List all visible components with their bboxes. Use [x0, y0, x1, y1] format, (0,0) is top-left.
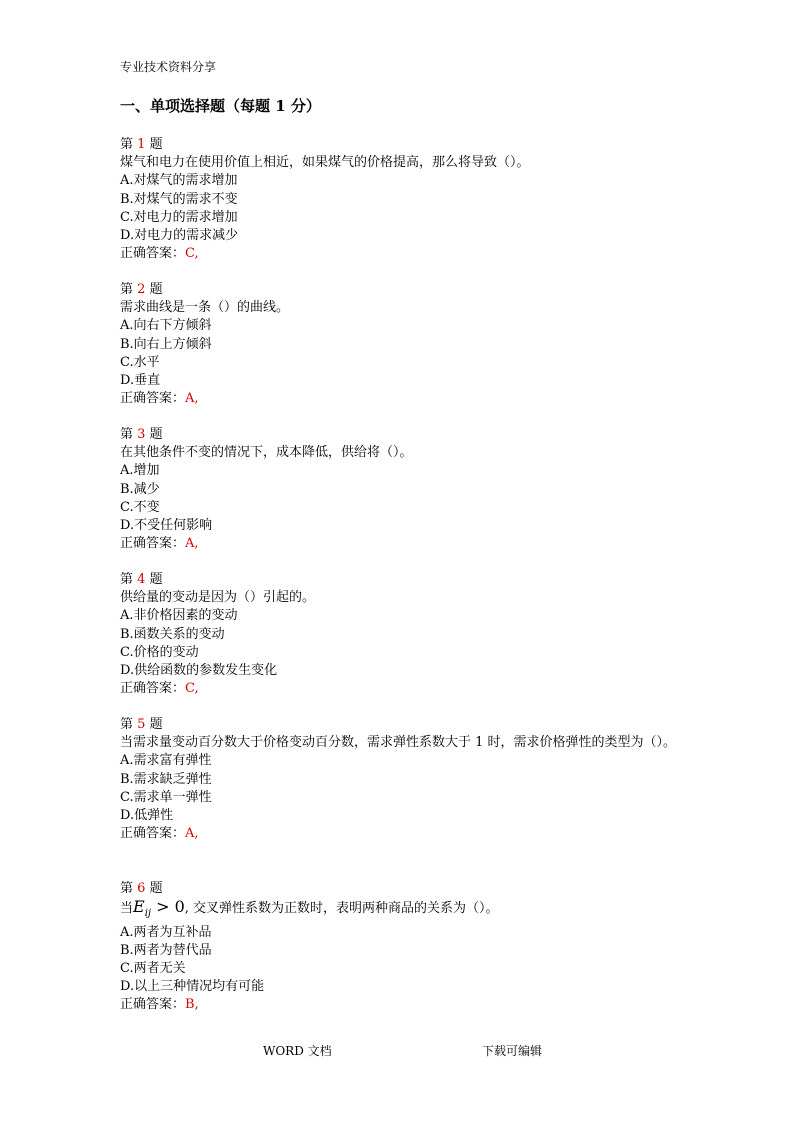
option-b: B.两者为替代品 — [120, 942, 212, 958]
question-suffix: 题 — [149, 717, 163, 732]
option-a: A.非价格因素的变动 — [120, 608, 238, 624]
question-suffix: 题 — [149, 572, 163, 587]
option-a: A.两者为互补品 — [120, 924, 212, 940]
answer-line — [120, 996, 680, 1014]
answer-value: C, — [185, 246, 199, 262]
answer-value: A, — [185, 826, 199, 842]
stem-suffix: , 交叉弹性系数为正数时，表明两种商品的关系为（）。 — [184, 901, 499, 917]
option-c: C.不变 — [120, 499, 160, 515]
question-number-line — [120, 136, 680, 154]
answer-line — [120, 245, 680, 263]
answer-line — [120, 390, 680, 408]
option-b: B.减少 — [120, 481, 160, 497]
question-stem: 供给量的变动是因为（）引起的。 — [120, 590, 316, 606]
option-d: D.低弹性 — [120, 808, 174, 824]
footer-left: WORD 文档 — [263, 1044, 332, 1058]
answer-value: A, — [185, 391, 199, 407]
answer-label: 正确答案： — [120, 536, 186, 552]
answer-line — [120, 680, 680, 698]
answer-value: C, — [185, 681, 199, 697]
question-number: 3 — [137, 427, 146, 442]
option-a: A.增加 — [120, 463, 160, 479]
question-number-line — [120, 426, 680, 444]
question-prefix: 第 — [120, 282, 134, 297]
option-a: A.需求富有弹性 — [120, 753, 212, 769]
question-suffix: 题 — [149, 881, 163, 896]
option-d: D.对电力的需求减少 — [120, 228, 239, 244]
option-c: C.对电力的需求增加 — [120, 209, 238, 225]
question-suffix: 题 — [149, 427, 163, 442]
question-number: 4 — [137, 572, 146, 587]
answer-label: 正确答案： — [120, 391, 186, 407]
option-c: C.价格的变动 — [120, 644, 199, 660]
option-d: D.以上三种情况均有可能 — [120, 979, 265, 995]
question-number: 6 — [137, 881, 146, 896]
question-prefix: 第 — [120, 881, 134, 896]
option-c: C.需求单一弹性 — [120, 789, 212, 805]
option-a: A.对煤气的需求增加 — [120, 173, 238, 189]
option-d: D.垂直 — [120, 373, 161, 389]
option-c: C.两者无关 — [120, 961, 186, 976]
question-stem: 需求曲线是一条（）的曲线。 — [120, 300, 290, 316]
question-prefix: 第 — [120, 427, 134, 442]
answer-label: 正确答案： — [120, 826, 186, 842]
math-expression — [133, 897, 185, 920]
question-number-line — [120, 716, 680, 734]
stem-prefix: 当 — [120, 901, 134, 917]
question-stem — [120, 898, 680, 923]
option-a: A.向右下方倾斜 — [120, 318, 212, 334]
math-relation: > 0 — [151, 897, 185, 917]
math-base: E — [133, 897, 145, 917]
question-prefix: 第 — [120, 717, 134, 732]
option-b: B.需求缺乏弹性 — [120, 771, 212, 787]
option-b: B.对煤气的需求不变 — [120, 191, 238, 207]
answer-value: B, — [185, 997, 199, 1013]
question-number-line — [120, 571, 680, 589]
question-number: 2 — [137, 282, 146, 297]
option-c: C.水平 — [120, 354, 160, 370]
question-number: 1 — [137, 137, 146, 152]
question-6 — [120, 880, 680, 1015]
footer-right: 下载可编辑 — [482, 1044, 543, 1058]
question-stem: 当需求量变动百分数大于价格变动百分数，需求弹性系数大于 1 时，需求价格弹性的类型为（）。 — [120, 735, 677, 751]
question-number: 5 — [137, 717, 146, 732]
math-subscript: ij — [144, 908, 152, 920]
question-number-line — [120, 281, 680, 299]
question-3 — [120, 426, 680, 553]
answer-label: 正确答案： — [120, 681, 186, 697]
question-2 — [120, 281, 680, 408]
answer-line — [120, 825, 680, 843]
question-stem: 煤气和电力在使用价值上相近，如果煤气的价格提高，那么将导致（）。 — [120, 155, 530, 171]
option-b: B.向右上方倾斜 — [120, 336, 212, 352]
answer-label: 正确答案： — [120, 246, 186, 262]
answer-value: A, — [185, 536, 199, 552]
question-5 — [120, 716, 680, 843]
question-suffix: 题 — [149, 137, 163, 152]
option-d: D.不受任何影响 — [120, 518, 213, 534]
question-prefix: 第 — [120, 137, 134, 152]
option-d: D.供给函数的参数发生变化 — [120, 663, 278, 679]
question-1 — [120, 136, 680, 263]
section-title: 一、单项选择题（每题 1 分） — [120, 97, 321, 115]
answer-label: 正确答案： — [120, 997, 186, 1013]
question-prefix: 第 — [120, 572, 134, 587]
option-b: B.函数关系的变动 — [120, 626, 225, 642]
answer-line — [120, 535, 680, 553]
question-suffix: 题 — [149, 282, 163, 297]
question-stem: 在其他条件不变的情况下，成本降低，供给将（）。 — [120, 445, 413, 461]
question-number-line — [120, 880, 680, 898]
question-4 — [120, 571, 680, 698]
header-note: 专业技术资料分享 — [120, 60, 217, 74]
